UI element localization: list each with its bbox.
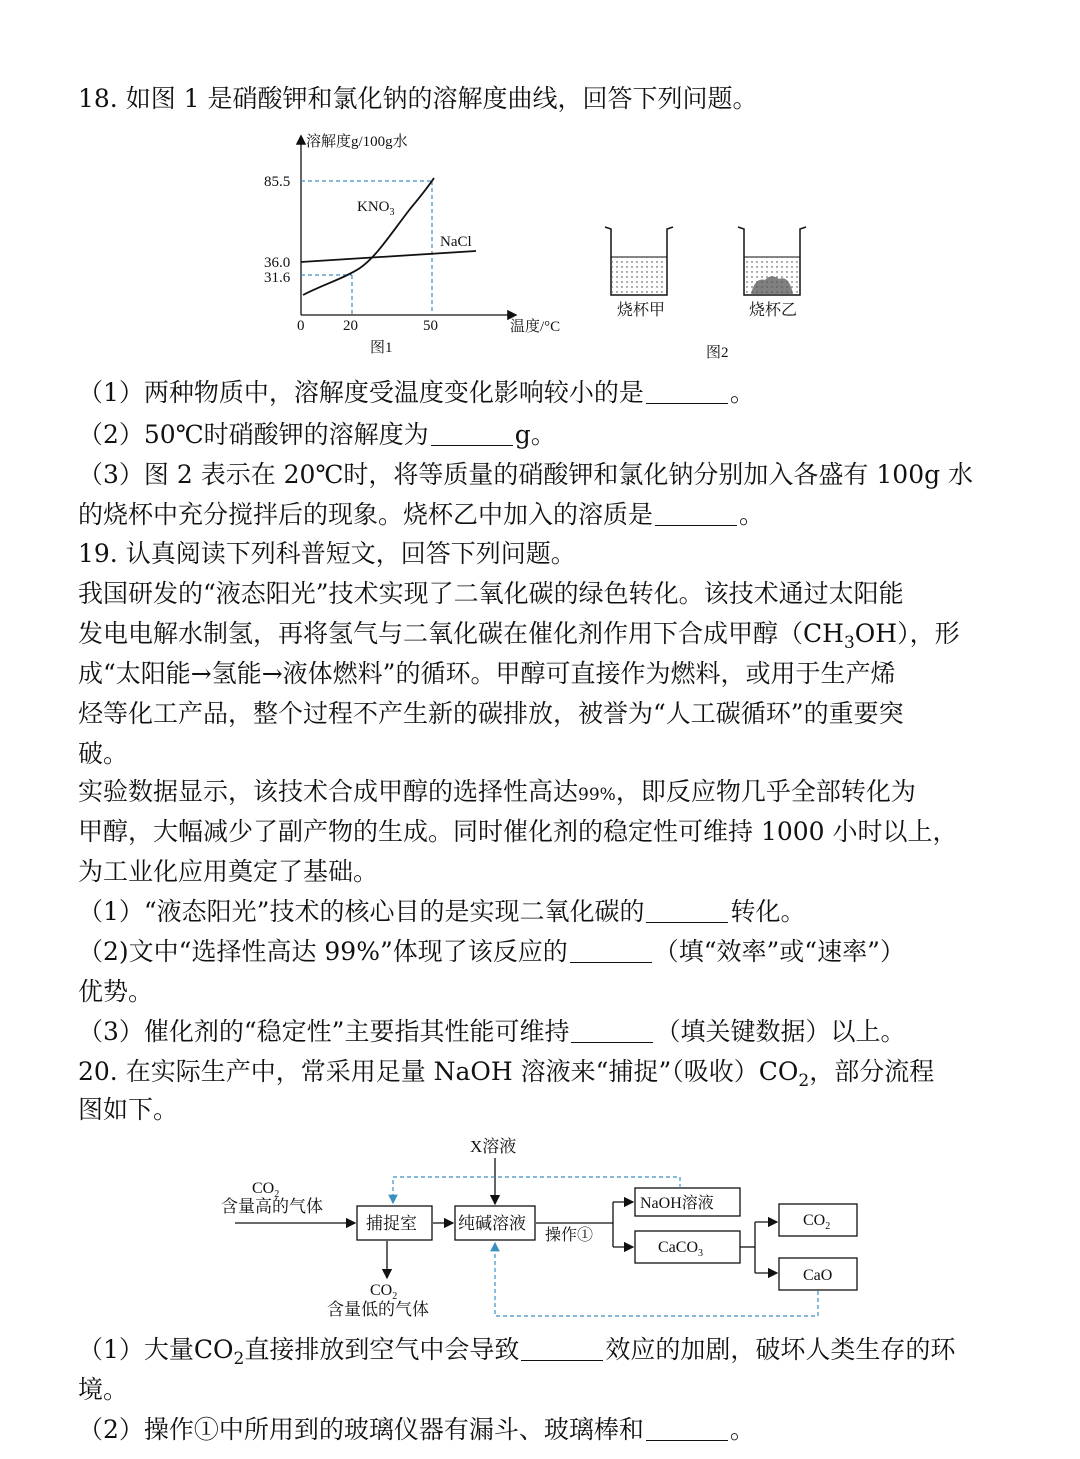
q20-sub1: （1）大量$CO_2$直接排放到空气中会导致 效应的加剧，破坏人类生存的环 bbox=[78, 1335, 956, 1369]
x-axis-label: 温度/°C bbox=[510, 319, 561, 335]
y-axis-label: 溶解度g/100g水 bbox=[306, 134, 408, 150]
soda-solution-label: 纯碱溶液 bbox=[458, 1214, 526, 1233]
answer-blank[interactable] bbox=[571, 1018, 653, 1043]
q20-sub2: （2）操作①中所用到的玻璃仪器有漏斗、玻璃棒和 。 bbox=[78, 1415, 755, 1444]
x-tick-20: 20 bbox=[343, 318, 358, 334]
beaker-b bbox=[738, 227, 806, 295]
q19-p1-l2: 发电电解水制氢，再将氢气与二氧化碳在催化剂作用下合成甲醇$(CH_3OH)$，形 bbox=[78, 619, 960, 653]
flow-diagram bbox=[215, 1130, 875, 1330]
q18-title: 18. 如图 1 是硝酸钾和氯化钠的溶解度曲线，回答下列问题。 bbox=[78, 84, 758, 113]
capture-room-label: 捕捉室 bbox=[366, 1214, 417, 1233]
y-tick-36: 36.0 bbox=[264, 255, 291, 271]
answer-blank[interactable] bbox=[646, 898, 728, 923]
y-tick-85-5: 85.5 bbox=[264, 174, 291, 190]
q20-sub1-l2: 境。 bbox=[78, 1375, 129, 1404]
q19-p1-l5: 破。 bbox=[78, 739, 129, 768]
x-tick-50: 50 bbox=[423, 318, 438, 334]
q20-title: 20. 在实际生产中，常采用足量 NaOH 溶液来“捕捉”（吸收）$CO_2$，部分流程 bbox=[78, 1057, 935, 1091]
q19-p2-l2: 甲醇，大幅减少了副产物的生成。同时催化剂的稳定性可维持 1000 小时以上， bbox=[78, 817, 958, 846]
kno3-curve bbox=[303, 178, 434, 295]
x-solution-label: X溶液 bbox=[470, 1137, 517, 1156]
answer-blank[interactable] bbox=[655, 501, 737, 526]
q18-sub2: （2）50℃时硝酸钾的溶解度为 g。 bbox=[78, 420, 556, 449]
answer-blank[interactable] bbox=[570, 938, 652, 963]
solubility-chart bbox=[260, 125, 600, 365]
beaker-a-label: 烧杯甲 bbox=[617, 302, 666, 319]
q18-sub3-line2: 的烧杯中充分搅拌后的现象。烧杯乙中加入的溶质是 。 bbox=[78, 500, 765, 529]
q19-p1-l4: 烃等化工产品，整个过程不产生新的碳排放，被誉为“人工碳循环”的重要突 bbox=[78, 699, 904, 728]
nacl-label: NaCl bbox=[440, 234, 472, 250]
q20-title-l2: 图如下。 bbox=[78, 1095, 179, 1124]
beaker-a bbox=[605, 227, 673, 295]
caco3-label: CaCO$_3$ bbox=[658, 1239, 703, 1259]
beakers-figure bbox=[595, 215, 825, 365]
q19-sub2: （2)文中“选择性高达 99%”体现了该反应的 （填“效率”或“速率”） bbox=[78, 937, 905, 966]
q18-sub3-line1: （3）图 2 表示在 20℃时，将等质量的硝酸钾和氯化钠分别加入各盛有 100g 水 bbox=[78, 460, 974, 489]
beaker-b-label: 烧杯乙 bbox=[749, 302, 798, 319]
q19-p1-l3: 成“太阳能→氢能→液体燃料”的循环。甲醇可直接作为燃料，或用于生产烯 bbox=[78, 659, 896, 688]
answer-blank[interactable] bbox=[646, 379, 728, 404]
figure2-caption: 图2 bbox=[706, 345, 729, 361]
co2-out-label: $CO_2$ bbox=[803, 1212, 831, 1232]
q18-sub1: （1）两种物质中，溶解度受温度变化影响较小的是 。 bbox=[78, 378, 755, 407]
answer-blank[interactable] bbox=[431, 421, 513, 446]
cao-label: CaO bbox=[803, 1267, 833, 1284]
nacl-curve bbox=[301, 251, 476, 262]
input-gas-formula: $CO_2$ bbox=[252, 1180, 280, 1200]
answer-blank[interactable] bbox=[646, 1416, 728, 1441]
input-gas-desc: 含量高的气体 bbox=[221, 1197, 323, 1216]
q19-p2-l1: 实验数据显示，该技术合成甲醇的选择性高达99%，即反应物几乎全部转化为 bbox=[78, 777, 916, 806]
q19-sub2-l2: 优势。 bbox=[78, 977, 154, 1006]
output-gas-formula: $CO_2$ bbox=[370, 1282, 398, 1302]
figure1-caption: 图1 bbox=[370, 340, 393, 356]
answer-blank[interactable] bbox=[521, 1336, 603, 1361]
output-gas-desc: 含量低的气体 bbox=[327, 1300, 429, 1319]
q19-title: 19. 认真阅读下列科普短文，回答下列问题。 bbox=[78, 539, 576, 568]
kno3-label: $KNO_3$ bbox=[357, 199, 395, 218]
operation-label: 操作① bbox=[545, 1227, 594, 1244]
naoh-solution-label: NaOH溶液 bbox=[640, 1195, 714, 1212]
q19-p2-l3: 为工业化应用奠定了基础。 bbox=[78, 857, 379, 886]
x-tick-0: 0 bbox=[297, 318, 305, 334]
q19-p1-l1: 我国研发的“液态阳光”技术实现了二氧化碳的绿色转化。该技术通过太阳能 bbox=[78, 579, 904, 608]
q19-sub3: （3）催化剂的“稳定性”主要指其性能可维持 （填关键数据）以上。 bbox=[78, 1017, 906, 1046]
q19-sub1: （1）“液态阳光”技术的核心目的是实现二氧化碳的 转化。 bbox=[78, 897, 806, 926]
y-tick-31-6: 31.6 bbox=[264, 270, 291, 286]
